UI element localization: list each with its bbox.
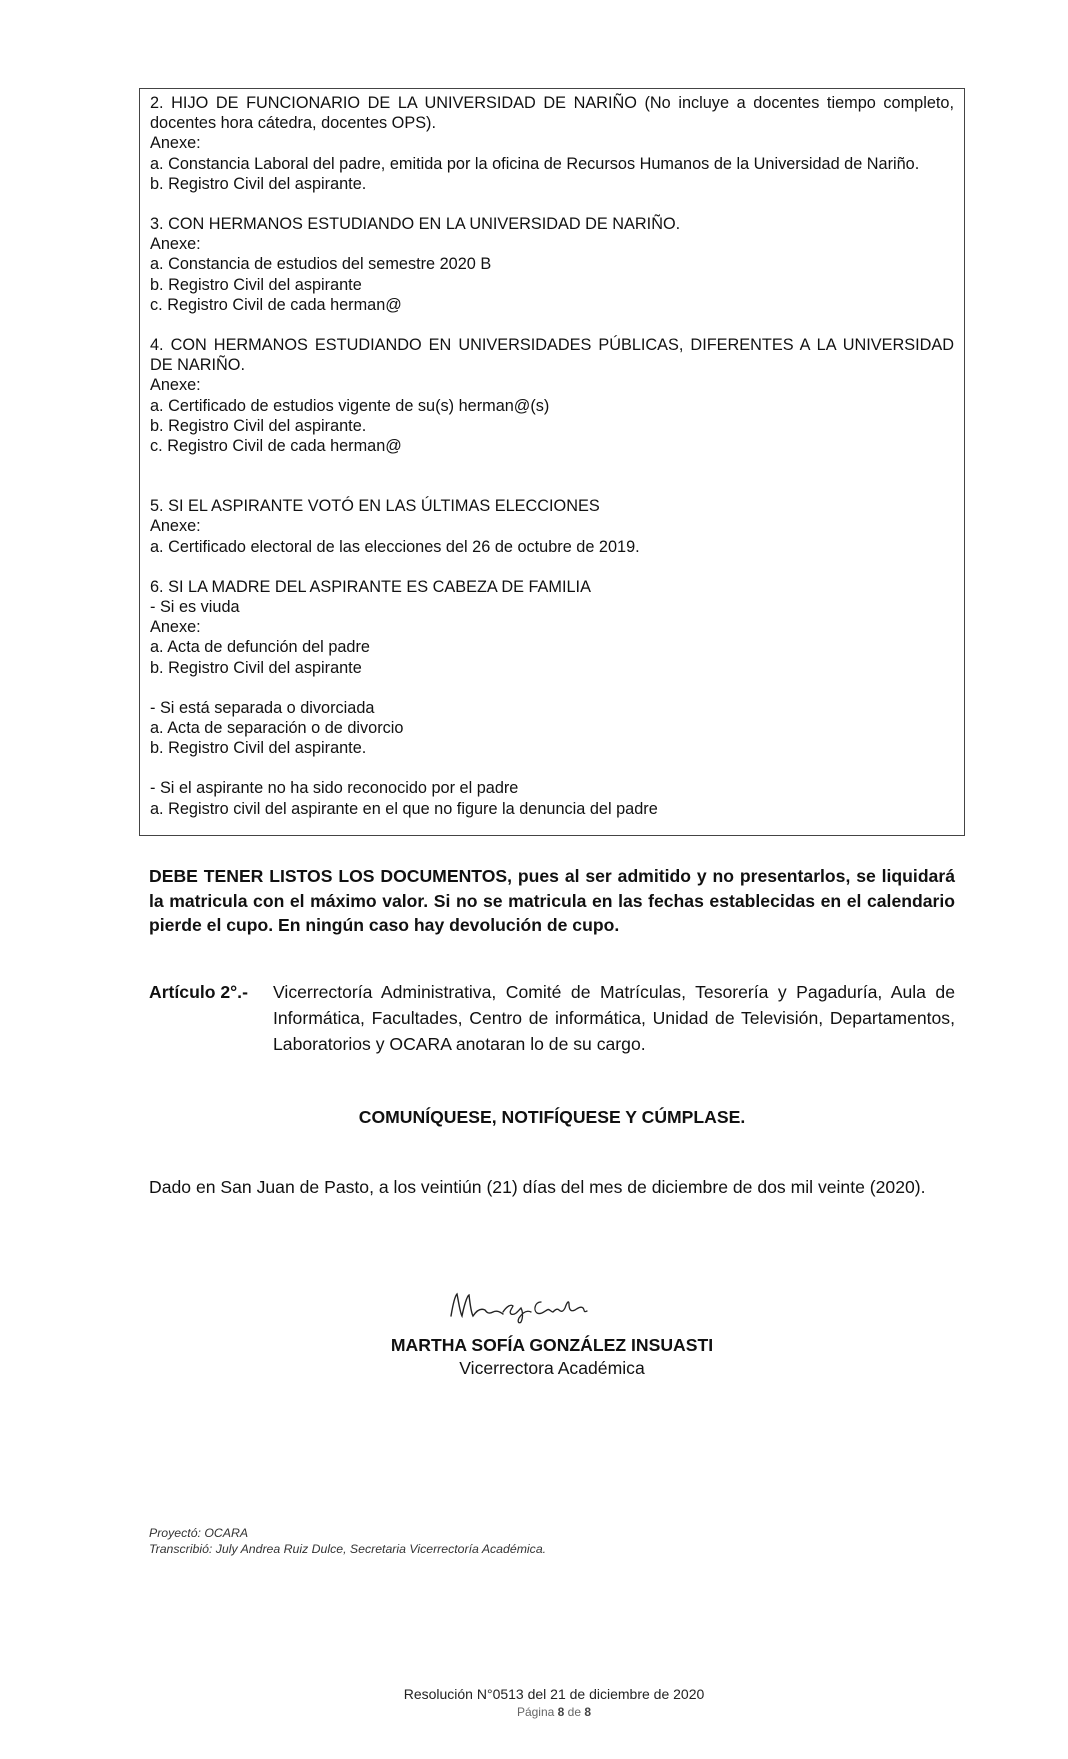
- item-6-anexe: Anexe:: [150, 618, 201, 637]
- item-2-title: 2. HIJO DE FUNCIONARIO DE LA UNIVERSIDAD DE NARIÑO (No incluye a docentes tiempo completo, docentes hora cátedra, docentes OPS).: [150, 94, 954, 133]
- item-3-anexe: Anexe:: [150, 235, 201, 254]
- item-6-unrecognized: - Si el aspirante no ha sido reconocido por el padre: [150, 779, 519, 798]
- item-6-widow-a: a. Acta de defunción del padre: [150, 638, 370, 657]
- item-4-b: b. Registro Civil del aspirante.: [150, 416, 367, 435]
- documents-warning: [149, 864, 955, 938]
- item-6-separated-b: b. Registro Civil del aspirante.: [150, 739, 367, 758]
- signer-role: Vicerrectora Académica: [459, 1358, 645, 1378]
- item-6-separated-a: a. Acta de separación o de divorcio: [150, 719, 404, 738]
- item-5-anexe: Anexe:: [150, 517, 201, 536]
- article-text: Vicerrectoría Administrativa, Comité de Matrículas, Tesorería y Pagaduría, Aula de Informática, Facultades, Centro de informática, Unidad de Televisión, Departamentos, Laboratorios y OCARA anotaran lo de su cargo.: [273, 982, 955, 1054]
- handwritten-signature: [445, 1286, 595, 1326]
- footnote-projected: Proyectó: OCARA: [149, 1526, 249, 1540]
- item-6-title: 6. SI LA MADRE DEL ASPIRANTE ES CABEZA DE FAMILIA: [150, 577, 591, 596]
- signer-name: MARTHA SOFÍA GONZÁLEZ INSUASTI: [390, 1335, 714, 1355]
- item-4-c: c. Registro Civil de cada herman@: [150, 437, 402, 456]
- item-6-unrecognized-a: a. Registro civil del aspirante en el que no figure la denuncia del padre: [150, 799, 658, 818]
- item-3-b: b. Registro Civil del aspirante: [150, 275, 362, 294]
- footer-resolution: Resolución N°0513 del 21 de diciembre de 2020: [403, 1686, 705, 1702]
- requirements-table: [139, 88, 965, 836]
- warning-emphasis: DEBE TENER LISTOS LOS DOCUMENTOS,: [149, 866, 513, 886]
- footer-page-number: [300, 1705, 808, 1719]
- item-2-b: b. Registro Civil del aspirante.: [150, 174, 367, 193]
- footnote-transcribed: Transcribió: July Andrea Ruiz Dulce, Secretaria Vicerrectoría Académica.: [149, 1542, 547, 1556]
- item-5-a: a. Certificado electoral de las elecciones del 26 de octubre de 2019.: [150, 537, 640, 556]
- item-3-title: 3. CON HERMANOS ESTUDIANDO EN LA UNIVERSIDAD DE NARIÑO.: [150, 215, 681, 234]
- item-5-title: 5. SI EL ASPIRANTE VOTÓ EN LAS ÚLTIMAS ELECCIONES: [150, 497, 600, 516]
- item-4-anexe: Anexe:: [150, 376, 201, 395]
- item-4-title: 4. CON HERMANOS ESTUDIANDO EN UNIVERSIDADES PÚBLICAS, DIFERENTES A LA UNIVERSIDAD DE NARIÑO.: [150, 336, 954, 375]
- page-prefix: Página: [516, 1705, 558, 1719]
- item-2-anexe: Anexe:: [150, 134, 201, 153]
- warning-text: pues al ser admitido y no presentarlos, se liquidará la matricula con el máximo valor. Si no se matricula en las fechas establecidas en el calendario pierde el cupo. En ningún caso hay devolución de cupo.: [149, 866, 955, 935]
- item-3-c: c. Registro Civil de cada herman@: [150, 295, 402, 314]
- page-current: 8: [557, 1705, 565, 1719]
- item-6-widow: - Si es viuda: [150, 598, 240, 617]
- item-4-a: a. Certificado de estudios vigente de su(s) herman@(s): [150, 396, 550, 415]
- page-mid: de: [564, 1705, 585, 1719]
- item-6-widow-b: b. Registro Civil del aspirante: [150, 658, 362, 677]
- closing-statement: COMUNÍQUESE, NOTIFÍQUESE Y CÚMPLASE.: [358, 1107, 746, 1127]
- page-total: 8: [584, 1705, 592, 1719]
- article-label: Artículo 2°.-: [149, 982, 248, 1002]
- item-3-a: a. Constancia de estudios del semestre 2020 B: [150, 255, 492, 274]
- dated-statement: Dado en San Juan de Pasto, a los veintiún (21) días del mes de diciembre de dos mil veinte (2020).: [149, 1177, 926, 1197]
- article-2: [149, 979, 955, 1057]
- item-2-a: a. Constancia Laboral del padre, emitida por la oficina de Recursos Humanos de la Universidad de Nariño.: [150, 154, 920, 173]
- item-6-separated: - Si está separada o divorciada: [150, 698, 375, 717]
